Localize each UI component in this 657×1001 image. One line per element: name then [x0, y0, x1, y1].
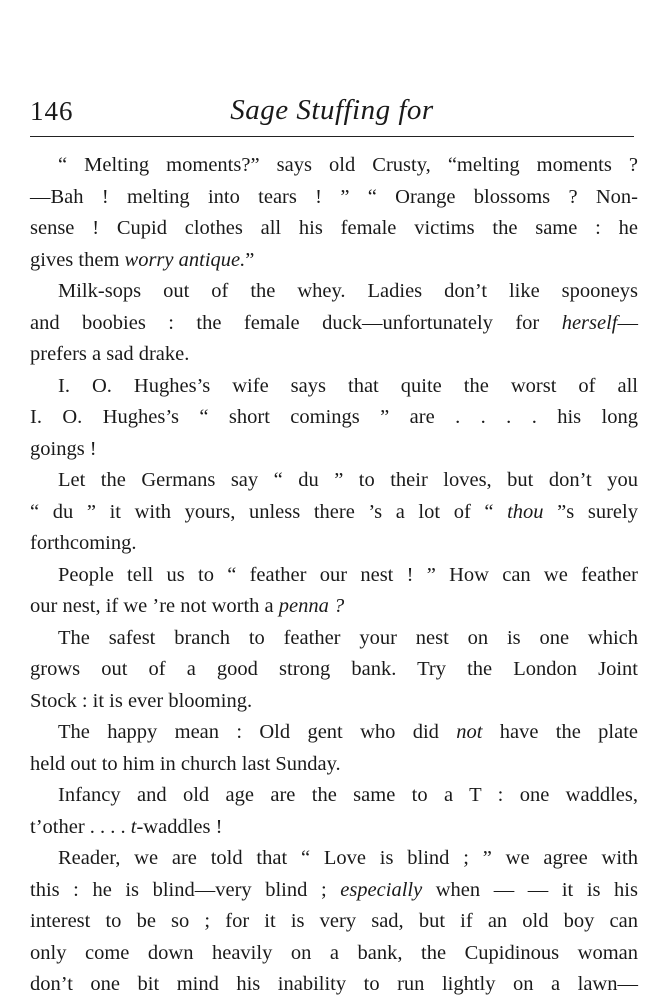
text-line — [30, 245, 638, 277]
text-run: interest to be so ; for it is very sad, but if an old boy can — [30, 910, 638, 932]
paragraph — [30, 150, 638, 276]
text-run: I. O. Hughes’s wife says that quite the worst of all — [58, 374, 638, 397]
text-line — [30, 276, 638, 308]
text-run: sense ! Cupid clothes all his female victims the same : he — [30, 217, 638, 239]
paragraph — [30, 623, 638, 718]
text-run: The happy mean : Old gent who did — [58, 721, 457, 743]
text-line — [30, 938, 638, 970]
italic-text: herself — [561, 311, 618, 334]
text-line — [30, 560, 638, 592]
text-line — [30, 717, 638, 749]
text-line — [30, 591, 638, 623]
text-line — [30, 465, 638, 497]
text-run: and boobies : the female duck—unfortunately for — [30, 311, 562, 334]
text-run: People tell us to “ feather our nest ! ” How can we feather — [58, 563, 638, 586]
text-run: Milk-sops out of the whey. Ladies don’t like spooneys — [58, 280, 638, 302]
text-line — [30, 969, 638, 1001]
text-run: have the plate — [482, 721, 638, 743]
text-line — [30, 150, 638, 182]
text-run: Infancy and old age are the same to a T : one waddles, — [58, 784, 638, 806]
italic-text: especially — [340, 878, 423, 901]
text-line — [30, 906, 638, 938]
page-number: 146 — [30, 96, 74, 126]
text-run: goings ! — [30, 437, 97, 460]
text-line — [30, 402, 638, 434]
italic-text: worry antique. — [124, 248, 246, 271]
running-title: Sage Stuffing for — [230, 94, 434, 126]
text-line — [30, 812, 638, 844]
text-run: Let the Germans say “ du ” to their loves, but don’t you — [58, 469, 638, 491]
text-run: held out to him in church last Sunday. — [30, 752, 341, 775]
text-run: gives them — [30, 248, 125, 271]
italic-text: penna ? — [278, 595, 345, 617]
text-line — [30, 213, 638, 245]
text-line — [30, 339, 638, 371]
text-run: prefers a sad drake. — [30, 343, 190, 365]
text-run: I. O. Hughes’s “ short comings ” are . . . . his long — [30, 406, 638, 428]
text-line — [30, 843, 638, 875]
paragraph — [30, 843, 638, 1001]
text-run: — — [617, 311, 638, 334]
text-line — [30, 875, 638, 907]
paragraph — [30, 371, 638, 466]
page-header — [30, 92, 634, 138]
text-run: grows out of a good strong bank. Try the London Joint — [30, 658, 638, 680]
text-line — [30, 434, 638, 466]
text-run: -waddles ! — [136, 815, 223, 838]
paragraph — [30, 465, 638, 560]
text-run: our nest, if we ’re not worth a — [30, 595, 279, 617]
text-line — [30, 749, 638, 781]
text-run: ” — [245, 248, 255, 271]
text-run: “ Melting moments?” says old Crusty, “melting moments ? — [58, 154, 638, 176]
text-line — [30, 497, 638, 529]
text-line — [30, 686, 638, 718]
text-line — [30, 182, 638, 214]
text-run: forthcoming. — [30, 532, 137, 554]
text-run: —Bah ! melting into tears ! ” “ Orange blossoms ? Non- — [30, 185, 638, 208]
paragraph — [30, 717, 638, 780]
text-line — [30, 654, 638, 686]
text-run: only come down heavily on a bank, the Cupidinous woman — [30, 941, 638, 964]
body-text — [30, 150, 638, 1001]
italic-text: not — [456, 721, 483, 743]
text-run: t’other . . . . — [30, 815, 131, 838]
text-run: “ du ” it with yours, unless there ’s a lot of “ — [30, 500, 508, 523]
text-run: Reader, we are told that “ Love is blind ; ” we agree with — [58, 847, 638, 869]
text-run: don’t one bit mind his inability to run lightly on a lawn— — [30, 973, 638, 995]
text-run: when — — it is his — [422, 878, 638, 901]
text-run: Stock : it is ever blooming. — [30, 689, 253, 712]
text-run: The safest branch to feather your nest on is one which — [58, 626, 638, 649]
paragraph — [30, 276, 638, 371]
text-line — [30, 780, 638, 812]
italic-text: t — [130, 815, 137, 838]
text-line — [30, 623, 638, 655]
text-line — [30, 308, 638, 340]
header-rule — [30, 136, 634, 137]
paragraph — [30, 560, 638, 623]
text-line — [30, 528, 638, 560]
italic-text: thou — [507, 500, 544, 523]
text-run: this : he is blind—very blind ; — [30, 878, 341, 901]
text-line — [30, 371, 638, 403]
paragraph — [30, 780, 638, 843]
text-run: ”s surely — [543, 500, 638, 523]
